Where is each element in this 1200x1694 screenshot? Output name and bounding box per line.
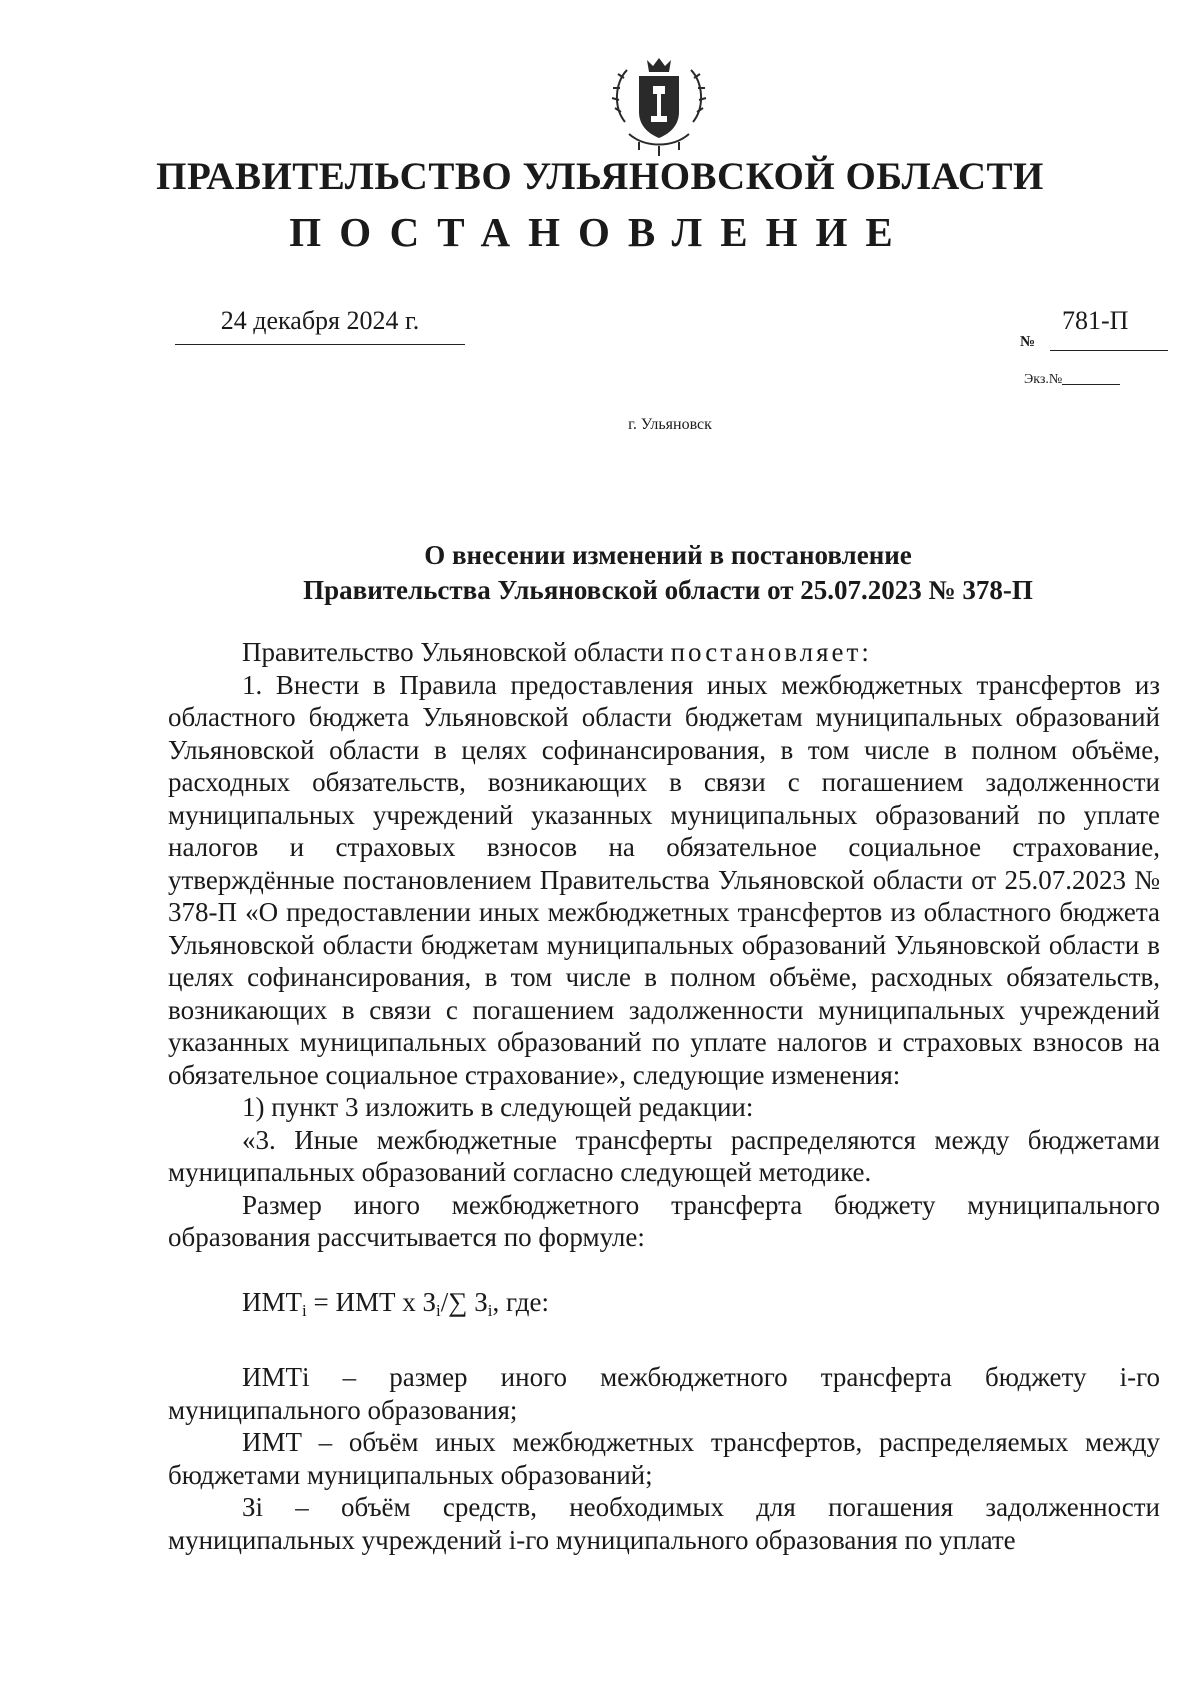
formula-lhs-sub: i bbox=[302, 1300, 307, 1320]
copy-number-block bbox=[1024, 372, 1154, 388]
formula-lhs: ИМТ bbox=[242, 1286, 302, 1317]
formula-num-sub: i bbox=[436, 1300, 441, 1320]
organization-title: ПРАВИТЕЛЬСТВО УЛЬЯНОВСКОЙ ОБЛАСТИ bbox=[156, 155, 1044, 198]
formula bbox=[168, 1286, 1160, 1328]
formula-tail: , где: bbox=[492, 1286, 549, 1317]
intro-action: постановляет: bbox=[670, 637, 872, 667]
sub-item-1: 1) пункт 3 изложить в следующей редакции: bbox=[242, 1092, 754, 1122]
number-sign: № bbox=[1020, 334, 1036, 350]
formula-sep: /∑ З bbox=[440, 1286, 488, 1317]
definition-1: ИМТi – размер иного межбюджетного трансферта бюджету i-го муниципального образования; bbox=[168, 1362, 1160, 1425]
definition-3: Зi – объём средств, необходимых для погашения задолженности муниципальных учреждений i-го муниципального образования по уплате bbox=[168, 1492, 1160, 1555]
document-body bbox=[168, 636, 1160, 1556]
heading-line-2: Правительства Ульяновской области от 25.07.2023 № 378-П bbox=[303, 575, 1033, 605]
item-1-paragraph: 1. Внести в Правила предоставления иных межбюджетных трансфертов из областного бюджета Ульяновской области бюджетам муниципальных образований Ульяновской области в целях софинансирования, в том числе в полном объёме, расходных обязательств, возникающих в связи с погашением задолженности муниципальных учреждений указанных муниципальных образований по уплате налогов и страховых взносов на обязательное социальное страхование, утверждённые постановлением Правительства Ульяновской области от 25.07.2023 № 378-П «О предоставлении иных межбюджетных трансфертов из областного бюджета Ульяновской области бюджетам муниципальных образований Ульяновской области в целях софинансирования, в том числе в полном объёме, расходных обязательств, возникающих в связи с погашением задолженности муниципальных учреждений указанных муниципальных образований по уплате налогов и страховых взносов на обязательное социальное страхование», следующие изменения: bbox=[168, 669, 1160, 1090]
intro-paragraph bbox=[168, 636, 1160, 669]
city: г. Ульяновск bbox=[628, 416, 712, 433]
intro-prefix: Правительство Ульяновской области bbox=[242, 637, 664, 667]
document-number: 781-П bbox=[1062, 306, 1129, 335]
document-heading bbox=[168, 538, 1168, 608]
number-block bbox=[1020, 300, 1150, 360]
quote-paragraph-3: «3. Иные межбюджетные трансферты распределяются между бюджетами муниципальных образований согласно следующей методике. bbox=[168, 1124, 1160, 1187]
definition-2: ИМТ – объём иных межбюджетных трансфертов, распределяемых между бюджетами муниципальных образований; bbox=[168, 1427, 1160, 1490]
date-block bbox=[175, 306, 465, 345]
formula-intro: Размер иного межбюджетного трансферта бюджету муниципального образования рассчитывается по формуле: bbox=[168, 1189, 1160, 1252]
formula-eq: = ИМТ x З bbox=[306, 1286, 436, 1317]
document-date: 24 декабря 2024 г. bbox=[220, 306, 420, 335]
date-underline bbox=[175, 344, 465, 345]
formula-den-sub: i bbox=[487, 1300, 493, 1320]
heading-line-1: О внесении изменений в постановление bbox=[424, 540, 912, 570]
copy-underline bbox=[1062, 384, 1120, 385]
coat-of-arms-icon bbox=[605, 52, 713, 160]
document-type: ПОСТАНОВЛЕНИЕ bbox=[289, 209, 911, 255]
number-underline bbox=[1050, 350, 1168, 351]
copy-label: Экз.№ bbox=[1024, 372, 1063, 387]
